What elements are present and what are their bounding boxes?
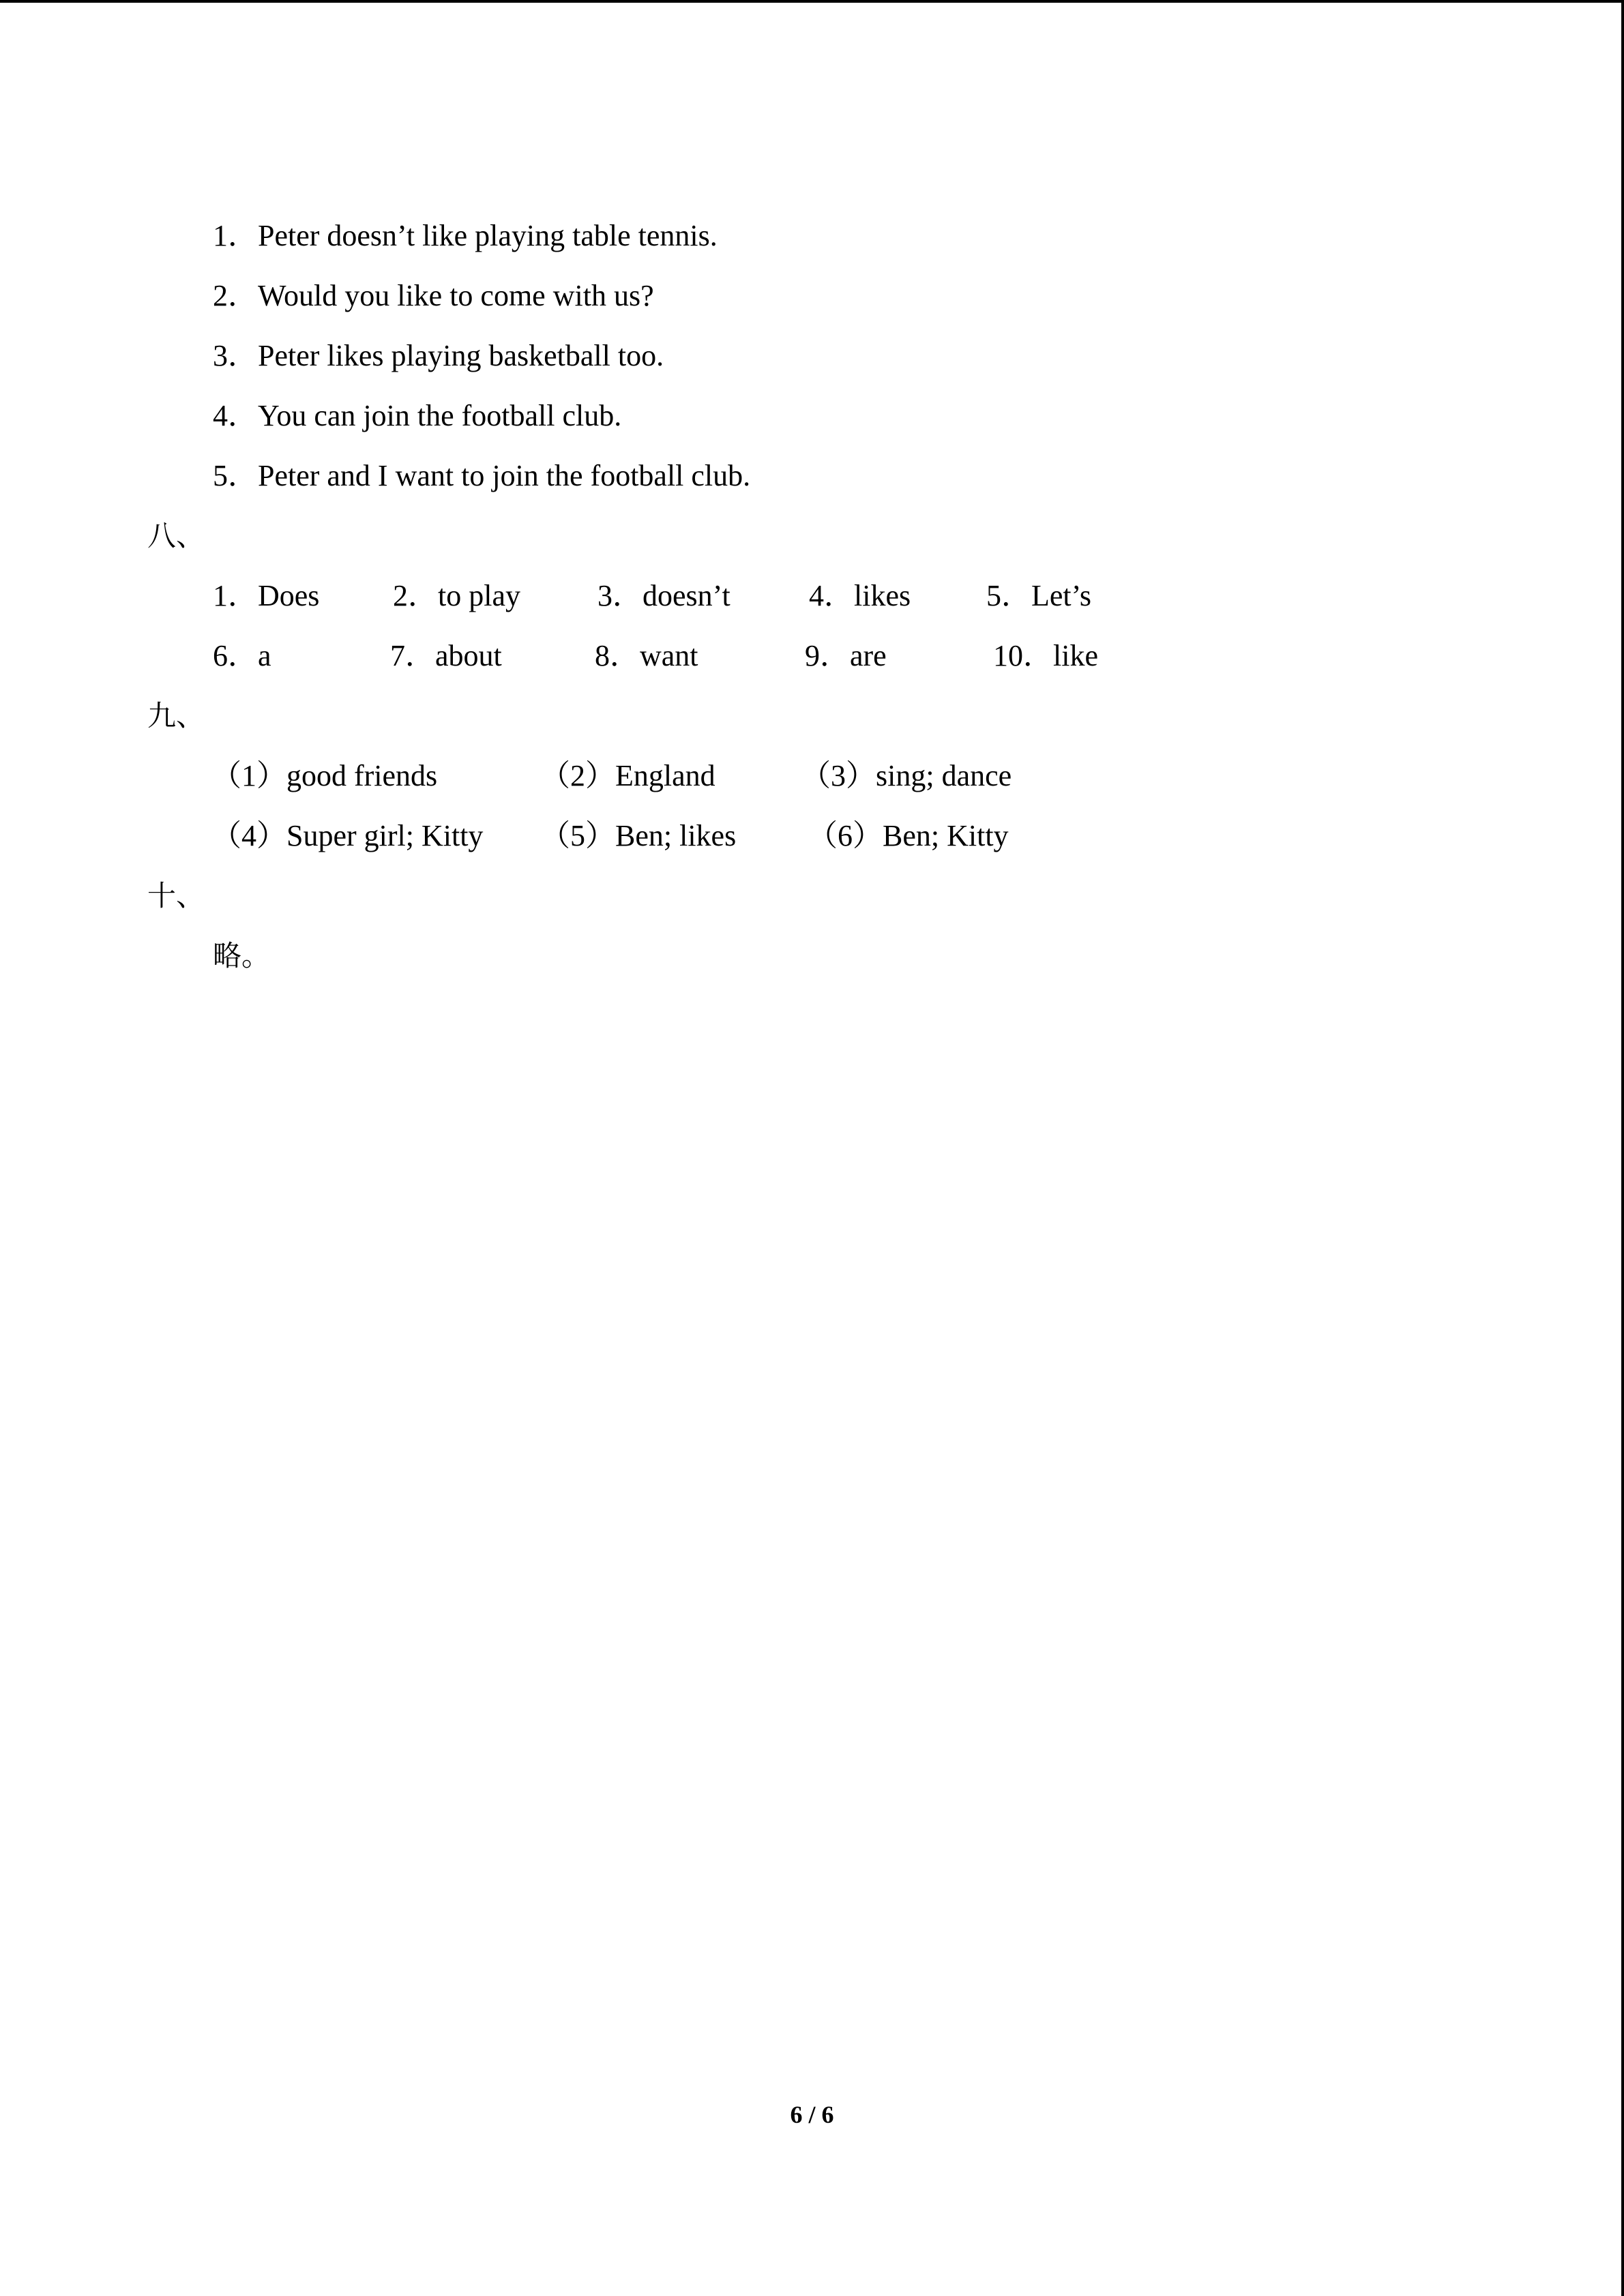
page-number: 6 / 6	[790, 2101, 834, 2128]
section-9-answer: （1）good friends	[211, 759, 438, 792]
section-8-heading: 八、	[147, 519, 205, 552]
section-9-answer: （3）sing; dance	[801, 759, 1012, 792]
section-8-answer: 7．about	[390, 639, 502, 672]
section-8-answer: 9．are	[805, 639, 887, 672]
section-8-answer: 8．want	[595, 639, 698, 672]
section-9-answer: （5）Ben; likes	[540, 819, 737, 852]
section-8-answer: 10．like	[993, 639, 1098, 672]
section-8-answer: 5．Let’s	[986, 579, 1091, 612]
section-7-answer-3: 3．Peter likes playing basketball too.	[213, 339, 664, 372]
section-9-answer: （2）England	[540, 759, 715, 792]
section-9-answer: （4）Super girl; Kitty	[211, 819, 484, 852]
section-8-answer: 1．Does	[213, 579, 320, 612]
section-8-answer: 3．doesn’t	[597, 579, 730, 612]
section-7-answer-5: 5．Peter and I want to join the football club.	[213, 459, 751, 492]
section-8-answer: 4．likes	[809, 579, 911, 612]
section-8-answer: 2．to play	[393, 579, 520, 612]
page-top-border	[0, 0, 1624, 3]
section-7-answer-2: 2．Would you like to come with us?	[213, 279, 654, 312]
section-10-answer: 略。	[213, 939, 271, 972]
section-9-heading: 九、	[147, 699, 205, 732]
section-7-answer-4: 4．You can join the football club.	[213, 399, 622, 432]
section-10-heading: 十、	[147, 879, 205, 912]
section-7-answer-1: 1．Peter doesn’t like playing table tennis.	[213, 219, 718, 252]
section-8-answer: 6．a	[213, 639, 271, 672]
page-right-border	[1621, 0, 1624, 2296]
section-9-answer: （6）Ben; Kitty	[808, 819, 1009, 852]
